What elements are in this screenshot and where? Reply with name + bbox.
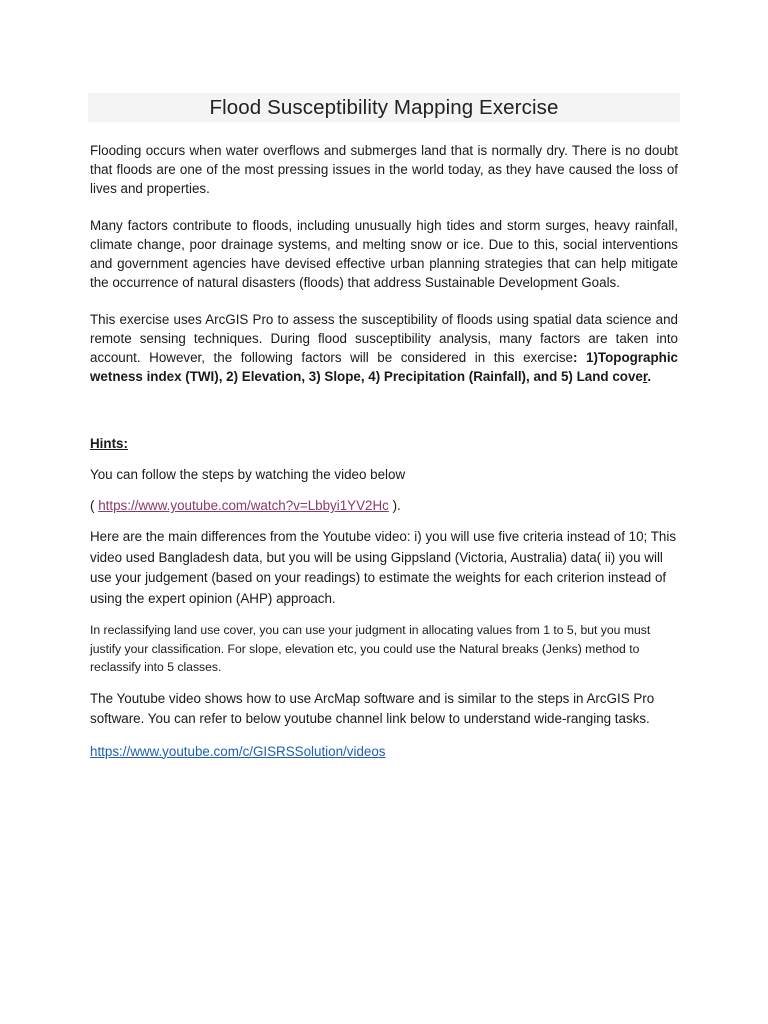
exercise-paragraph bbox=[90, 310, 678, 386]
channel-link-line bbox=[90, 742, 678, 761]
hints-heading: Hints: bbox=[90, 436, 128, 451]
youtube-channel-link[interactable]: https://www.youtube.com/c/GISRSSolution/videos bbox=[90, 743, 386, 759]
document-body bbox=[90, 141, 678, 761]
exercise-period: . bbox=[647, 369, 652, 384]
differences-paragraph: Here are the main differences from the Youtube video: i) you will use five criteria instead of 10; This video used Bangladesh data, but you will be using Gippsland (Victoria, Australia) data( ii) you will use your judgement (based on your readings) to estimate the weights for each criterion instead of using the expert opinion (AHP) approach. bbox=[90, 529, 677, 606]
factors-paragraph: Many factors contribute to floods, including unusually high tides and storm surges, heavy rainfall, climate change, poor drainage systems, and melting snow or ice. Due to this, social interventions and government agencies have devised effective urban planning strategies that can help mitigate the occurrence of natural disasters (floods) that address Sustainable Development Goals. bbox=[90, 218, 678, 290]
title-banner bbox=[88, 93, 680, 122]
hints-section bbox=[90, 434, 678, 761]
video-link-line bbox=[90, 496, 678, 515]
arcmap-paragraph: The Youtube video shows how to use ArcMap software and is similar to the steps in ArcGIS Pro software. You can refer to below youtube channel link below to understand wide-ranging tasks. bbox=[90, 690, 655, 726]
exercise-text: This exercise uses ArcGIS Pro to assess the susceptibility of floods using spatial data science and remote sensing techniques. During flood susceptibility analysis, many factors are taken into account. However, the following factors will be considered in this exercise bbox=[90, 312, 678, 365]
page-title: Flood Susceptibility Mapping Exercise bbox=[209, 95, 559, 119]
exercise-factors-list: : 1)Topographic wetness index (TWI), 2) Elevation, 3) Slope, 4) Precipitation (Rainfall), and 5) Land cove bbox=[90, 350, 678, 384]
intro-paragraph: Flooding occurs when water overflows and submerges land that is normally dry. There is no doubt that floods are one of the most pressing issues in the world today, as they have caused the loss of lives and properties. bbox=[90, 143, 678, 196]
reclassify-note: In reclassifying land use cover, you can use your judgment in allocating values from 1 to 5, but you must justify your classification. For slope, elevation etc, you could use the Natural breaks (Jenks) method to reclassify into 5 classes. bbox=[90, 623, 651, 674]
link-open-paren: ( bbox=[90, 498, 99, 513]
video-intro-text: You can follow the steps by watching the video below bbox=[90, 467, 406, 482]
youtube-video-link[interactable]: https://www.youtube.com/watch?v=Lbbyi1YV2Hc bbox=[98, 498, 389, 513]
exercise-factors-underlined-char: r bbox=[642, 369, 648, 384]
link-close-paren: ). bbox=[388, 498, 401, 513]
